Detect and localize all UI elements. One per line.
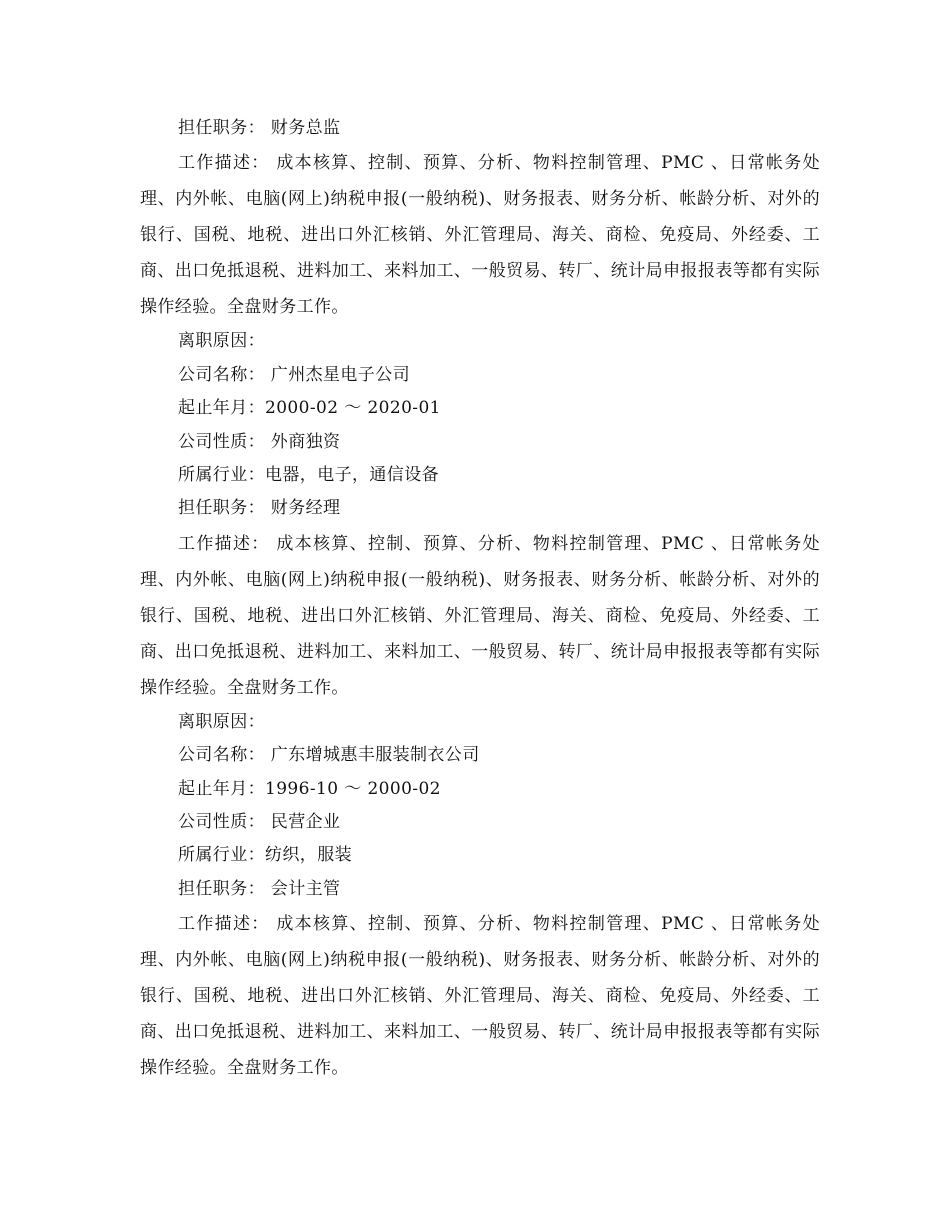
job-description: 工作描述： 成本核算、控制、预算、分析、物料控制管理、PMC 、日常帐务处理、内外帐、电脑(网上)纳税申报(一般纳税)、财务报表、财务分析、帐龄分析、对外的银行、国税、地税、进出口外汇核销、外汇管理局、海关、商检、免疫局、外经委、工商、出口免抵退税、进料加工、来料加工、一般贸易、转厂、统计局申报报表等都有实际操作经验。全盘财务工作。 bbox=[140, 914, 820, 1079]
company-nature-line: 公司性质： 民营企业 bbox=[178, 811, 341, 832]
industry-line: 所属行业：纺织，服装 bbox=[178, 845, 352, 866]
experience-entry-3 bbox=[140, 739, 820, 1086]
company-name-line: 公司名称： 广州杰星电子公司 bbox=[178, 364, 411, 385]
work-experience-section bbox=[140, 112, 820, 1086]
leave-reason-line: 离职原因： bbox=[178, 711, 265, 732]
company-nature-line: 公司性质： 外商独资 bbox=[178, 431, 341, 452]
leave-reason-line: 离职原因： bbox=[178, 331, 265, 352]
position-line: 担任职务： 财务经理 bbox=[178, 498, 341, 519]
experience-entry-1 bbox=[140, 112, 820, 359]
period-line: 起止年月：2000-02 ～ 2020-01 bbox=[178, 398, 441, 419]
position-line: 担任职务： 会计主管 bbox=[178, 878, 341, 899]
job-description: 工作描述： 成本核算、控制、预算、分析、物料控制管理、PMC 、日常帐务处理、内外帐、电脑(网上)纳税申报(一般纳税)、财务报表、财务分析、帐龄分析、对外的银行、国税、地税、进出口外汇核销、外汇管理局、海关、商检、免疫局、外经委、工商、出口免抵退税、进料加工、来料加工、一般贸易、转厂、统计局申报报表等都有实际操作经验。全盘财务工作。 bbox=[140, 533, 820, 698]
period-line: 起止年月：1996-10 ～ 2000-02 bbox=[178, 778, 441, 799]
industry-line: 所属行业：电器，电子，通信设备 bbox=[178, 464, 439, 485]
job-description: 工作描述： 成本核算、控制、预算、分析、物料控制管理、PMC 、日常帐务处理、内外帐、电脑(网上)纳税申报(一般纳税)、财务报表、财务分析、帐龄分析、对外的银行、国税、地税、进出口外汇核销、外汇管理局、海关、商检、免疫局、外经委、工商、出口免抵退税、进料加工、来料加工、一般贸易、转厂、统计局申报报表等都有实际操作经验。全盘财务工作。 bbox=[140, 153, 820, 318]
experience-entry-2 bbox=[140, 359, 820, 739]
position-line: 担任职务： 财务总监 bbox=[178, 118, 341, 138]
company-name-line: 公司名称： 广东增城惠丰服装制衣公司 bbox=[178, 745, 480, 766]
